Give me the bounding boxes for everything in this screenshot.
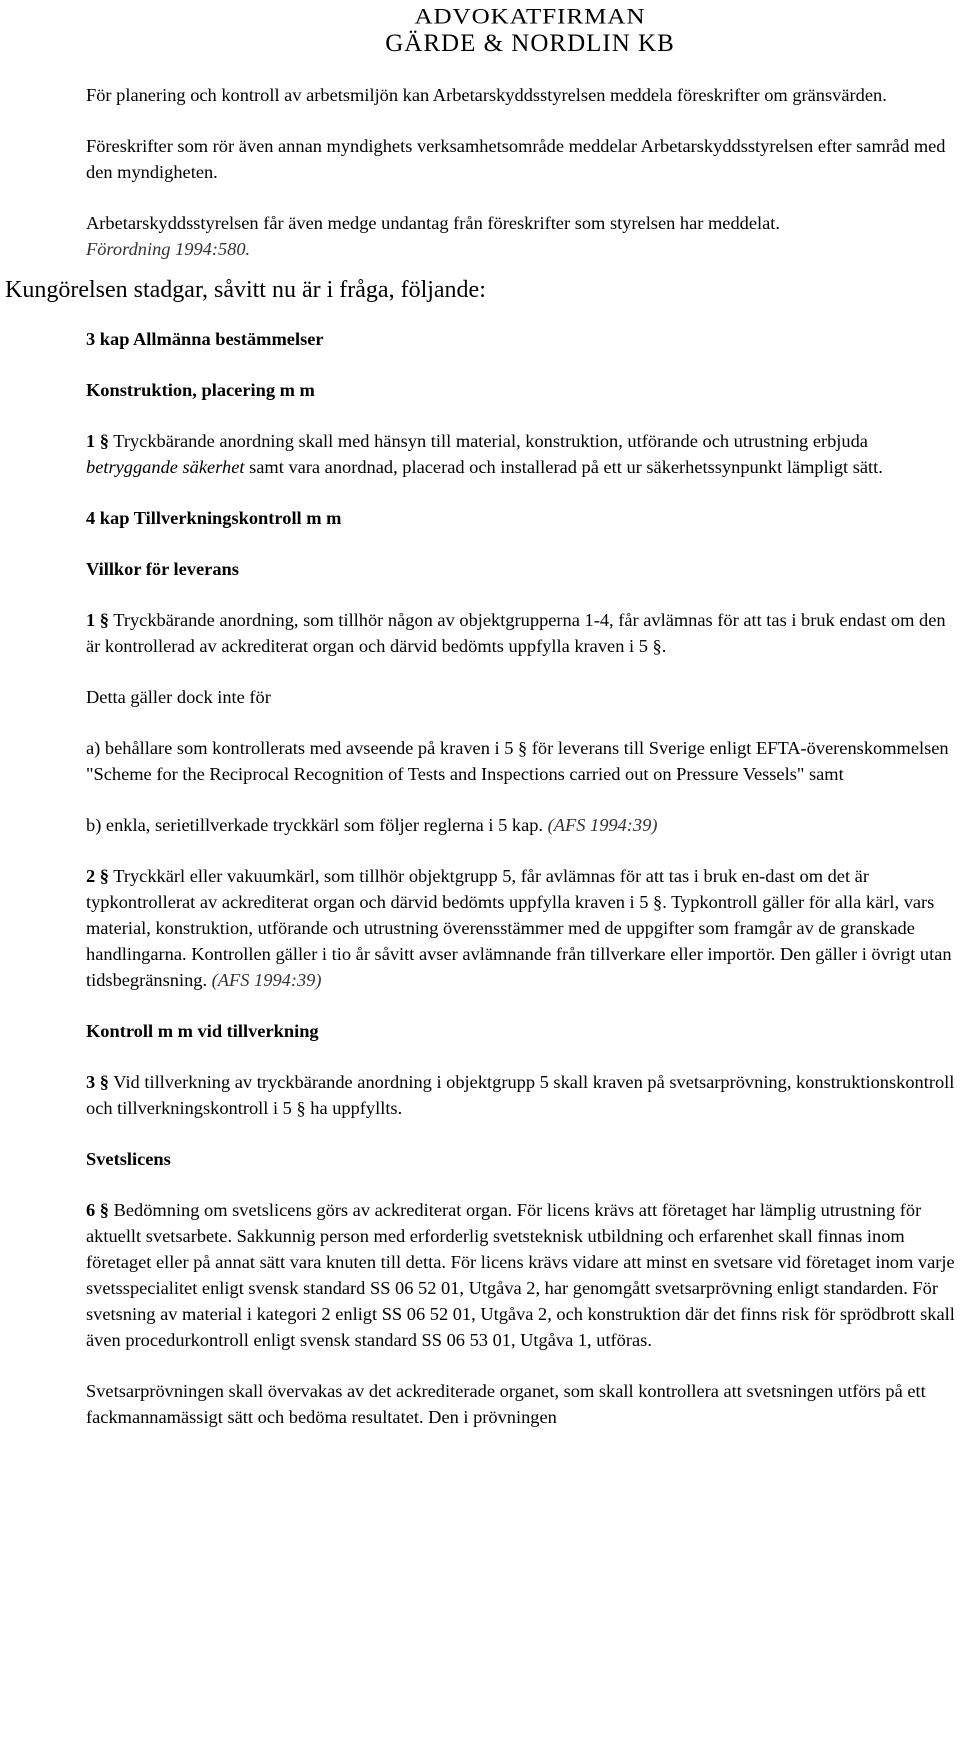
section-text: Vid tillverkning av tryckbärande anordning i objektgrupp 5 skall kraven på svetsarprövning, konstruktionskontroll och tillverkningskontroll i 5 § ha uppfyllts.	[86, 1072, 955, 1118]
chapter-4-section-2	[86, 863, 958, 993]
exception-item-b	[86, 812, 958, 838]
section-reference: (AFS 1994:39)	[211, 970, 322, 990]
chapter-3-section-1	[86, 428, 958, 480]
intro-reference: Förordning 1994:580.	[86, 239, 251, 259]
chapter-4-subheading: Villkor för leverans	[86, 559, 239, 579]
exception-intro: Detta gäller dock inte för	[86, 687, 271, 707]
chapter-4-subheading-2: Kontroll m m vid tillverkning	[86, 1021, 319, 1041]
section-text: Tryckbärande anordning, som tillhör någon av objektgrupperna 1-4, får avlämnas för att tas i bruk endast om den är kontrollerad av ackrediterat organ och därvid bedömts uppfylla kraven i 5 §.	[86, 610, 946, 656]
exception-item-a: a) behållare som kontrollerats med avseende på kraven i 5 § för leverans till Sverige enligt EFTA-överenskommelsen "Scheme for the Reciprocal Recognition of Tests and Inspections carried out on Pressure Vessels" samt	[86, 738, 949, 784]
logo-line-1: ADVOKATFIRMAN	[414, 4, 646, 29]
section-number: 2 §	[86, 866, 109, 886]
closing-paragraph: Svetsarprövningen skall övervakas av det ackrediterade organet, som skall kontrollera att svetsningen utförs på ett fackmannamässigt sätt och bedöma resultatet. Den i prövningen	[86, 1381, 926, 1427]
chapter-3-heading: 3 kap Allmänna bestämmelser	[86, 329, 324, 349]
section-text: Tryckbärande anordning skall med hänsyn till material, konstruktion, utförande och utrustning erbjuda	[113, 431, 868, 451]
chapter-4-heading: 4 kap Tillverkningskontroll m m	[86, 508, 342, 528]
intro-paragraph-2: Föreskrifter som rör även annan myndighets verksamhetsområde meddelar Arbetarskyddsstyrelsen efter samråd med den myndigheten.	[86, 136, 946, 182]
section-number: 3 §	[86, 1072, 109, 1092]
chapter-3-subheading: Konstruktion, placering m m	[86, 380, 315, 400]
item-b-reference: (AFS 1994:39)	[547, 815, 658, 835]
section-number: 1 §	[86, 610, 109, 630]
chapter-4-section-3	[86, 1069, 958, 1121]
section-number: 6 §	[86, 1200, 109, 1220]
intro-paragraph-1: För planering och kontroll av arbetsmiljön kan Arbetarskyddsstyrelsen meddela föreskrifter om gränsvärden.	[86, 85, 887, 105]
chapter-4-section-6	[86, 1197, 958, 1353]
chapter-4-section-1	[86, 607, 958, 659]
section-italic-text: betryggande säkerhet	[86, 457, 245, 477]
main-heading: Kungörelsen stadgar, såvitt nu är i fråga, följande:	[5, 277, 486, 303]
document-body	[5, 82, 958, 1430]
chapter-4-subheading-3: Svetslicens	[86, 1149, 171, 1169]
section-text: Bedömning om svetslicens görs av ackrediterat organ. För licens krävs att företaget har lämplig utrustning för aktuellt svetsarbete. Sakkunnig person med erforderlig svetsteknisk utbildning och erfarenhet skall finnas inom företaget eller på annat sätt vara knuten till detta. För licens krävs vidare att minst en svetsare vid företaget inom varje svetsspecialitet enligt svensk standard SS 06 52 01, Utgåva 2, har genomgått svetsarprövning enligt standarden. För svetsning av material i kategori 2 enligt SS 06 52 01, Utgåva 2, och konstruktion där det finns risk för sprödbrott skall även procedurkontroll enligt svensk standard SS 06 53 01, Utgåva 1, utföras.	[86, 1200, 955, 1350]
logo-line-2: GÄRDE & NORDLIN KB	[385, 30, 675, 57]
section-text: samt vara anordnad, placerad och installerad på ett ur säkerhetssynpunkt lämpligt sätt.	[249, 457, 883, 477]
firm-logo	[360, 4, 700, 56]
section-number: 1 §	[86, 431, 109, 451]
section-text: Tryckkärl eller vakuumkärl, som tillhör objektgrupp 5, får avlämnas för att tas i bruk en-dast om det är typkontrollerat av ackrediterat organ och därvid bedömts uppfylla kraven i 5 §. Typkontroll gäller för alla kärl, vars material, konstruktion, utförande och utrustning överensstämmer med de uppgifter som framgår av de granskade handlingarna. Kontrollen gäller i tio år såvitt avser avlämnande från tillverkare eller importör. Den gäller i övrigt utan tidsbegränsning.	[86, 866, 952, 990]
intro-paragraph-3: Arbetarskyddsstyrelsen får även medge undantag från föreskrifter som styrelsen har meddelat.	[86, 213, 780, 233]
item-b-text: b) enkla, serietillverkade tryckkärl som följer reglerna i 5 kap.	[86, 815, 544, 835]
